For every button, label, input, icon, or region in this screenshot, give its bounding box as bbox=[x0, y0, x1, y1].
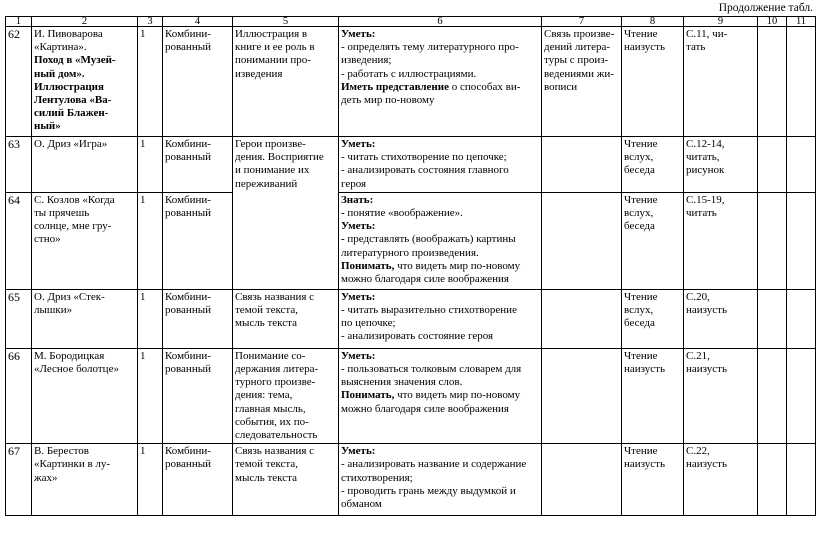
lesson-requirements-segment: Иметь представление bbox=[341, 80, 449, 93]
lesson-type-text: Комбини- рованный bbox=[165, 349, 211, 376]
lesson-hours-text: 1 bbox=[140, 445, 146, 458]
lesson-number bbox=[6, 27, 32, 137]
lesson-number bbox=[6, 137, 32, 193]
lesson-activity bbox=[622, 444, 684, 516]
lesson-number-text: 63 bbox=[8, 137, 20, 151]
lesson-requirements-segment: о способах ви- деть мир по-новому bbox=[341, 80, 521, 107]
column-number: 4 bbox=[163, 17, 233, 27]
lesson-hours bbox=[138, 27, 163, 137]
lesson-type-text: Комбини- рованный bbox=[165, 28, 211, 54]
lesson-topic bbox=[32, 137, 138, 193]
lesson-hours bbox=[138, 348, 163, 443]
lesson-links bbox=[542, 27, 622, 137]
lesson-topic-line bbox=[34, 138, 135, 151]
lesson-requirements bbox=[339, 192, 542, 289]
lesson-homework bbox=[684, 444, 758, 516]
column-number: 1 bbox=[6, 17, 32, 27]
lesson-type-text: Комбини- рованный bbox=[165, 445, 211, 471]
lesson-homework-text: С.15-19, читать bbox=[686, 193, 725, 220]
lesson-requirements-line bbox=[341, 41, 539, 81]
lesson-requirements-segment: Уметь: bbox=[341, 28, 376, 40]
lesson-number-text: 62 bbox=[8, 27, 20, 41]
lesson-requirements-segment: Уметь: bbox=[341, 290, 376, 303]
lesson-requirements-segment: представлять (воображать) картины литературного произведения. bbox=[341, 233, 516, 259]
lesson-activity bbox=[622, 348, 684, 443]
lesson-activity-text: Чтение вслух, беседа bbox=[624, 138, 658, 177]
lesson-links bbox=[542, 348, 622, 443]
column-number: 10 bbox=[758, 17, 787, 27]
lesson-requirements bbox=[339, 137, 542, 193]
lesson-requirements-segment: - читать стихотворение по цепочке; - анализировать состояния главного героя bbox=[341, 151, 509, 190]
lesson-requirements-line bbox=[341, 28, 539, 41]
empty-cell bbox=[787, 192, 816, 289]
lesson-topic-segment: О. Дриз «Стек- лышки» bbox=[34, 290, 105, 317]
lesson-requirements-segment: - пользоваться толковым словарем для выяснения значения слов. bbox=[341, 363, 522, 389]
empty-cell bbox=[758, 289, 787, 348]
lesson-requirements-segment: - читать выразительно стихотворение по цепочке; - анализировать состояние героя bbox=[341, 304, 517, 343]
lesson-topic bbox=[32, 27, 138, 137]
lesson-type bbox=[163, 192, 233, 289]
empty-cell bbox=[787, 289, 816, 348]
lesson-hours-text: 1 bbox=[140, 138, 146, 150]
lesson-activity bbox=[622, 137, 684, 193]
lesson-requirements-line bbox=[341, 220, 539, 233]
lesson-activity-text: Чтение наизусть bbox=[624, 28, 665, 54]
lesson-requirements-segment: - bbox=[341, 233, 345, 246]
lesson-type-text: Комбини- рованный bbox=[165, 290, 211, 317]
lesson-homework-text: С.11, чи- тать bbox=[686, 28, 728, 54]
lesson-homework bbox=[684, 289, 758, 348]
lesson-content-text: Иллюстрация в книге и ее роль в понимании про- изведения bbox=[235, 28, 315, 80]
lesson-content bbox=[233, 444, 339, 516]
lesson-topic bbox=[32, 192, 138, 289]
lesson-requirements bbox=[339, 289, 542, 348]
lesson-requirements-segment: Понимать, bbox=[341, 389, 395, 402]
lesson-topic bbox=[32, 348, 138, 443]
lesson-requirements-line bbox=[341, 458, 539, 511]
empty-cell bbox=[787, 137, 816, 193]
lesson-hours bbox=[138, 444, 163, 516]
lesson-number bbox=[6, 289, 32, 348]
lesson-topic-line bbox=[34, 445, 135, 485]
lesson-hours-text: 1 bbox=[140, 193, 146, 206]
lesson-number-text: 66 bbox=[8, 348, 20, 363]
lesson-hours-text: 1 bbox=[140, 28, 146, 40]
column-number: 11 bbox=[787, 17, 816, 27]
lesson-homework bbox=[684, 27, 758, 137]
lesson-activity-text: Чтение вслух, беседа bbox=[624, 290, 658, 330]
lesson-activity-text: Чтение наизусть bbox=[624, 445, 665, 471]
lesson-content-text: Связь названия с темой текста, мысль текста bbox=[235, 445, 315, 484]
lesson-row bbox=[6, 348, 816, 443]
lesson-hours bbox=[138, 137, 163, 193]
lesson-requirements-line bbox=[341, 260, 539, 286]
lesson-topic-segment: Поход в «Музей- ный дом». Иллюстрация Лентулова «Ва- силий Блажен- ный» bbox=[34, 54, 116, 133]
lesson-topic bbox=[32, 444, 138, 516]
lesson-topic bbox=[32, 289, 138, 348]
lesson-requirements bbox=[339, 444, 542, 516]
column-number-row bbox=[6, 17, 816, 27]
lesson-requirements-segment: Уметь: bbox=[341, 349, 376, 362]
lesson-type-text: Комбини- рованный bbox=[165, 138, 211, 164]
continuation-label: Продолжение табл. bbox=[718, 2, 813, 14]
lesson-requirements-segment: - определять тему литературного про- изведения; - работать с иллюстрациями. bbox=[341, 41, 519, 80]
column-number: 3 bbox=[138, 17, 163, 27]
lesson-requirements-segment: Знать: bbox=[341, 193, 374, 206]
lesson-topic-segment: И. Пивоварова «Картина». bbox=[34, 28, 103, 54]
lesson-requirements-line bbox=[341, 291, 539, 304]
lesson-requirements-line bbox=[341, 304, 539, 344]
lesson-requirements-segment: Уметь: bbox=[341, 445, 376, 458]
lesson-requirements-segment: - анализировать название и содержание стихотворения; - проводить грань между выдумкой и обманом bbox=[341, 458, 527, 511]
lesson-homework-text: С.20, наизусть bbox=[686, 290, 727, 317]
lesson-content-text: Герои произве- дения. Восприятие и понимание их переживаний bbox=[235, 138, 324, 190]
lesson-homework bbox=[684, 192, 758, 289]
lesson-number bbox=[6, 444, 32, 516]
empty-cell bbox=[758, 137, 787, 193]
lesson-hours bbox=[138, 192, 163, 289]
lesson-content bbox=[233, 137, 339, 290]
lesson-requirements-segment: что видеть мир по-новому можно благодаря силе воображения bbox=[341, 389, 521, 415]
lesson-content-text: Понимание со- держания литера- турного произве- дения: тема, главная мысль, события, их по- следовательность bbox=[235, 349, 319, 442]
lesson-row bbox=[6, 137, 816, 193]
lesson-type bbox=[163, 27, 233, 137]
lesson-topic-segment: О. Дриз «Игра» bbox=[34, 138, 108, 150]
lesson-homework-text: С.21, наизусть bbox=[686, 349, 727, 376]
column-number: 8 bbox=[622, 17, 684, 27]
lesson-links bbox=[542, 444, 622, 516]
lesson-plan-table bbox=[5, 16, 816, 516]
lesson-number bbox=[6, 192, 32, 289]
lesson-requirements-segment: Уметь: bbox=[341, 220, 376, 233]
empty-cell bbox=[787, 348, 816, 443]
lesson-requirements-segment: Понимать, bbox=[341, 259, 395, 272]
column-number: 5 bbox=[233, 17, 339, 27]
lesson-requirements-line bbox=[341, 194, 539, 207]
empty-cell bbox=[787, 444, 816, 516]
empty-cell bbox=[758, 192, 787, 289]
lesson-content bbox=[233, 289, 339, 348]
lesson-requirements-segment: - bbox=[341, 207, 345, 220]
lesson-activity-text: Чтение наизусть bbox=[624, 349, 665, 376]
lesson-row bbox=[6, 289, 816, 348]
column-number: 7 bbox=[542, 17, 622, 27]
lesson-requirements-line bbox=[341, 363, 539, 389]
lesson-activity bbox=[622, 27, 684, 137]
lesson-row bbox=[6, 192, 816, 289]
empty-cell bbox=[787, 27, 816, 137]
lesson-requirements-segment: понятие «воображение». bbox=[344, 207, 463, 220]
lesson-content-text: Связь названия с темой текста, мысль текста bbox=[235, 290, 315, 330]
lesson-topic-segment: В. Берестов «Картинки в лу- жах» bbox=[34, 445, 111, 484]
lesson-type bbox=[163, 444, 233, 516]
lesson-requirements bbox=[339, 348, 542, 443]
lesson-topic-segment: С. Козлов «Когда ты прячешь солнце, мне гру- стно» bbox=[34, 193, 115, 246]
lesson-homework-text: С.12-14, читать, рисунок bbox=[686, 138, 725, 177]
lesson-requirements-line bbox=[341, 81, 539, 107]
lesson-type-text: Комбини- рованный bbox=[165, 193, 211, 220]
lesson-requirements bbox=[339, 27, 542, 137]
column-number: 9 bbox=[684, 17, 758, 27]
lesson-content bbox=[233, 27, 339, 137]
lesson-hours-text: 1 bbox=[140, 290, 146, 303]
lesson-homework bbox=[684, 137, 758, 193]
lesson-type bbox=[163, 137, 233, 193]
lesson-number-text: 67 bbox=[8, 444, 20, 459]
empty-cell bbox=[758, 444, 787, 516]
lesson-requirements-segment: что видеть мир по-новому можно благодаря силе воображения bbox=[341, 259, 521, 286]
lesson-type bbox=[163, 348, 233, 443]
empty-cell bbox=[758, 348, 787, 443]
lesson-topic-line bbox=[34, 28, 135, 54]
lesson-requirements-line bbox=[341, 233, 539, 259]
column-number: 6 bbox=[339, 17, 542, 27]
lesson-type bbox=[163, 289, 233, 348]
lesson-requirements-line bbox=[341, 138, 539, 151]
lesson-row bbox=[6, 444, 816, 516]
lesson-hours bbox=[138, 289, 163, 348]
lesson-homework bbox=[684, 348, 758, 443]
lesson-requirements-segment: Уметь: bbox=[341, 138, 376, 150]
lesson-homework-text: С.22, наизусть bbox=[686, 445, 727, 471]
lesson-content bbox=[233, 348, 339, 443]
lesson-topic-segment: М. Бородицкая «Лесное болотце» bbox=[34, 349, 119, 376]
empty-cell bbox=[758, 27, 787, 137]
lesson-links bbox=[542, 137, 622, 193]
lesson-row bbox=[6, 27, 816, 137]
lesson-activity bbox=[622, 192, 684, 289]
lesson-number bbox=[6, 348, 32, 443]
lesson-requirements-line bbox=[341, 445, 539, 458]
lesson-topic-line bbox=[34, 54, 135, 133]
column-number: 2 bbox=[32, 17, 138, 27]
lesson-links bbox=[542, 192, 622, 289]
lesson-hours-text: 1 bbox=[140, 349, 146, 362]
lesson-requirements-line bbox=[341, 207, 539, 220]
lesson-links-text: Связь произве- дений литера- туры с произ- ведениями жи- вописи bbox=[544, 28, 615, 93]
lesson-requirements-line bbox=[341, 151, 539, 191]
lesson-topic-line bbox=[34, 194, 135, 247]
lesson-number-text: 65 bbox=[8, 289, 20, 304]
lesson-links bbox=[542, 289, 622, 348]
lesson-activity-text: Чтение вслух, беседа bbox=[624, 193, 658, 233]
lesson-requirements-line bbox=[341, 350, 539, 363]
lesson-activity bbox=[622, 289, 684, 348]
lesson-topic-line bbox=[34, 350, 135, 376]
lesson-number-text: 64 bbox=[8, 192, 20, 207]
lesson-requirements-line bbox=[341, 389, 539, 415]
lesson-topic-line bbox=[34, 291, 135, 317]
